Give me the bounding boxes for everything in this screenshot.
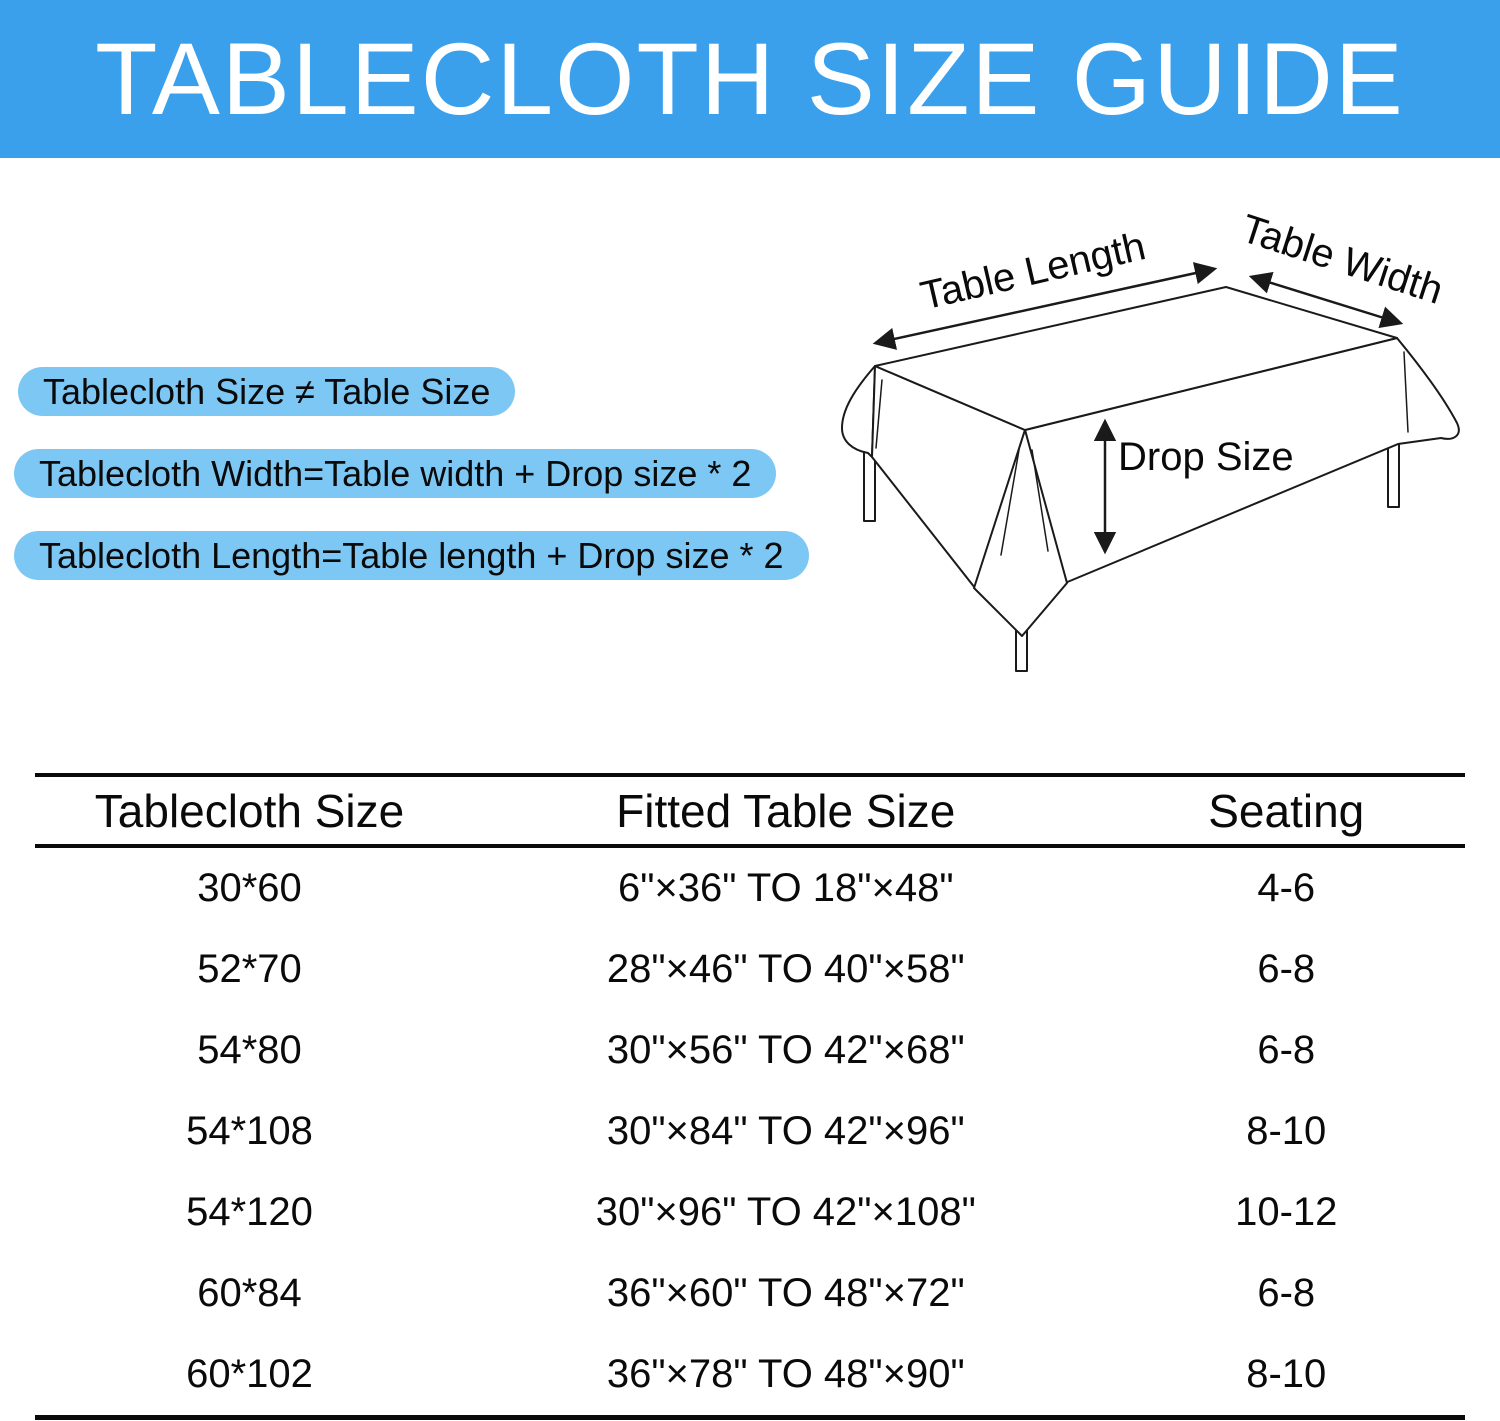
tablecloth-size-cell: 54*108 xyxy=(186,1109,313,1153)
fitted-size-cell: 30"×56" TO 42"×68" xyxy=(606,1028,965,1072)
seating-cell: 6-8 xyxy=(1257,1028,1316,1072)
tablecloth-size-cell: 60*102 xyxy=(186,1352,313,1396)
note-pill-label: Tablecloth Width=Table width + Drop size * 2 xyxy=(39,452,752,494)
table-row xyxy=(35,1253,1465,1334)
table-row xyxy=(35,1334,1465,1415)
table-row xyxy=(35,1091,1465,1172)
fitted-size-cell: 36"×60" TO 48"×72" xyxy=(606,1271,965,1315)
tablecloth-size-cell: 30*60 xyxy=(197,866,302,910)
seating-cell: 4-6 xyxy=(1257,866,1316,910)
seating-cell: 6-8 xyxy=(1257,1271,1316,1315)
column-header-fitted-table-size: Fitted Table Size xyxy=(616,784,956,837)
table-rule-bottom xyxy=(35,1415,1465,1420)
tablecloth-size-cell: 60*84 xyxy=(197,1271,302,1315)
table-header-row xyxy=(35,777,1465,844)
table-row xyxy=(35,848,1465,929)
fitted-size-cell: 36"×78" TO 48"×90" xyxy=(606,1352,965,1396)
seating-cell: 10-12 xyxy=(1235,1190,1338,1234)
table-row xyxy=(35,1010,1465,1091)
column-header-seating: Seating xyxy=(1208,784,1365,837)
tablecloth-size-cell: 54*80 xyxy=(197,1028,302,1072)
seating-cell: 8-10 xyxy=(1246,1109,1327,1153)
seating-cell: 6-8 xyxy=(1257,947,1316,991)
fitted-size-cell: 30"×84" TO 42"×96" xyxy=(606,1109,965,1153)
tablecloth-size-cell: 52*70 xyxy=(197,947,302,991)
note-pill-label: Tablecloth Size ≠ Table Size xyxy=(43,370,491,412)
table-width-label: Table Width xyxy=(1235,206,1449,313)
drop-size-label: Drop Size xyxy=(1118,435,1294,479)
fitted-size-cell: 30"×96" TO 42"×108" xyxy=(595,1190,976,1234)
column-header-tablecloth-size: Tablecloth Size xyxy=(94,784,405,837)
fitted-size-cell: 28"×46" TO 40"×58" xyxy=(606,947,965,991)
table-length-label: Table Length xyxy=(916,224,1150,319)
cloth-left-flap xyxy=(842,366,875,457)
seating-cell: 8-10 xyxy=(1246,1352,1327,1396)
page-title: TABLECLOTH SIZE GUIDE xyxy=(95,21,1405,136)
size-table xyxy=(35,773,1465,1421)
table-body xyxy=(35,848,1465,1415)
table-row xyxy=(35,1172,1465,1253)
table-row xyxy=(35,929,1465,1010)
fitted-size-cell: 6"×36" TO 18"×48" xyxy=(617,866,954,910)
tablecloth-size-cell: 54*120 xyxy=(186,1190,313,1234)
note-pill-label: Tablecloth Length=Table length + Drop size * 2 xyxy=(39,534,784,576)
